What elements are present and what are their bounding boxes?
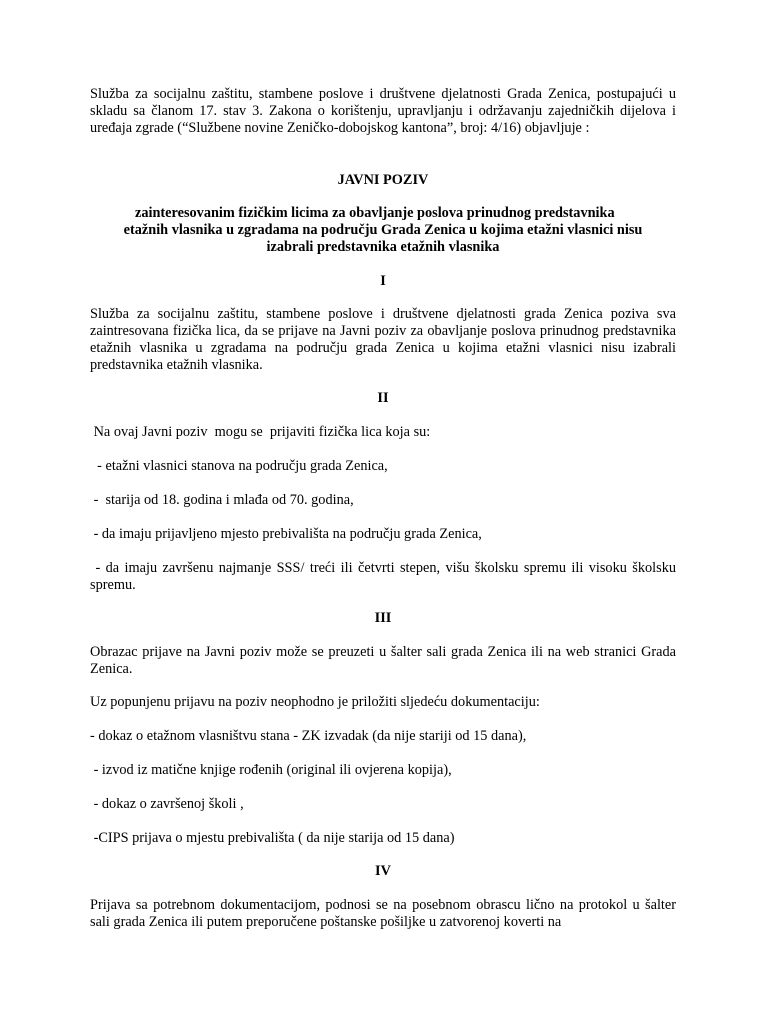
section-III-item-3: - dokaz o završenoj školi , bbox=[90, 796, 244, 812]
section-heading-III: III bbox=[374, 610, 392, 626]
section-heading-I: I bbox=[380, 273, 386, 289]
section-heading-IV: IV bbox=[375, 863, 391, 879]
subtitle-line-1: zainteresovanim fizičkim licima za obavljanje poslova prinudnog predstavnika bbox=[135, 205, 615, 221]
section-II-item-3: - da imaju prijavljeno mjesto prebivališta na području grada Zenica, bbox=[90, 526, 482, 542]
intro-paragraph: Služba za socijalnu zaštitu, stambene poslove i društvene djelatnosti Grada Zenica, postupajući u skladu sa članom 17. stav 3. Zakona o korištenju, upravljanju i održavanju zajedničkih dijelova i uređaja zgrade (“Službene novine Zeničko-dobojskog kantona”, broj: 4/16) objavljuje : bbox=[90, 86, 676, 136]
subtitle-line-3: izabrali predstavnika etažnih vlasnika bbox=[266, 239, 500, 255]
section-I-text: Služba za socijalnu zaštitu, stambene poslove i društvene djelatnosti grada Zenica poziva sva zaintresovana fizička lica, da se prijave na Javni poziv za obavljanje poslova prinudnog predstavnika etažnih vlasnika u zgradama na području grada Zenica u kojima etažni vlasnici nisu izabrali predstavnika etažnih vlasnika. bbox=[90, 306, 676, 373]
subtitle-line-2: etažnih vlasnika u zgradama na području Grada Zenica u kojima etažni vlasnici nisu bbox=[123, 222, 643, 238]
section-III-lead: Uz popunjenu prijavu na poziv neophodno je priložiti sljedeću dokumentaciju: bbox=[90, 694, 540, 710]
section-heading-II: II bbox=[377, 390, 389, 406]
document-subtitle bbox=[90, 205, 676, 256]
section-III-item-2: - izvod iz matične knjige rođenih (original ili ovjerena kopija), bbox=[90, 762, 452, 778]
section-II-item-4: - da imaju završenu najmanje SSS/ treći ili četvrti stepen, višu školsku spremu ili visoku školsku spremu. bbox=[90, 560, 680, 593]
section-III-item-1: - dokaz o etažnom vlasništvu stana - ZK izvadak (da nije stariji od 15 dana), bbox=[90, 728, 527, 744]
section-II-item-1: - etažni vlasnici stanova na području grada Zenica, bbox=[90, 458, 388, 474]
section-III-item-4: -CIPS prijava o mjestu prebivališta ( da nije starija od 15 dana) bbox=[90, 830, 455, 846]
section-II-item-2: - starija od 18. godina i mlađa od 70. godina, bbox=[90, 492, 354, 508]
section-III-text: Obrazac prijave na Javni poziv može se preuzeti u šalter sali grada Zenica ili na web stranici Grada Zenica. bbox=[90, 644, 676, 677]
document-title: JAVNI POZIV bbox=[337, 172, 429, 188]
section-II-lead: Na ovaj Javni poziv mogu se prijaviti fizička lica koja su: bbox=[90, 424, 431, 440]
section-IV-text: Prijava sa potrebnom dokumentacijom, podnosi se na posebnom obrascu lično na protokol u šalter sali grada Zenica ili putem preporučene poštanske pošiljke u zatvorenoj koverti na bbox=[90, 897, 676, 930]
